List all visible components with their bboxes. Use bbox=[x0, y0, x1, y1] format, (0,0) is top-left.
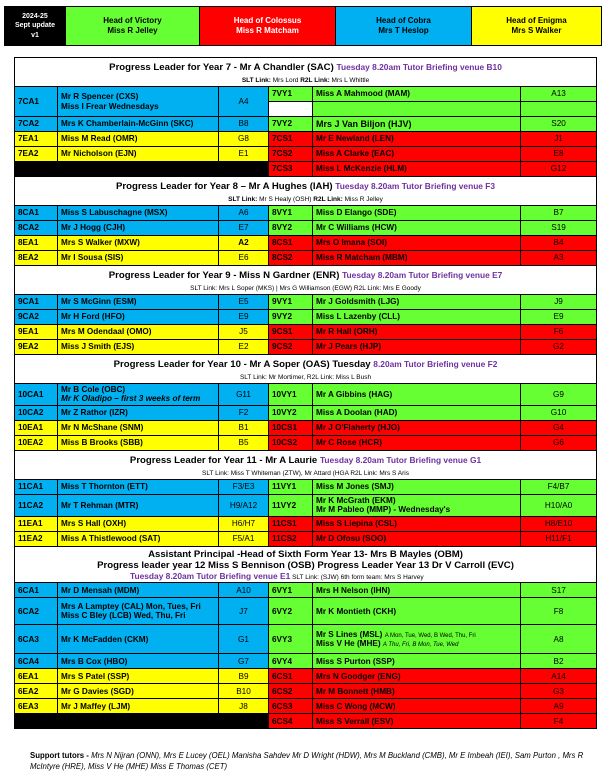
tutor-name: Mr C Williams (HCW) bbox=[313, 221, 521, 236]
room: E6 bbox=[219, 251, 269, 266]
year7-title: Progress Leader for Year 7 - Mr A Chandler (SAC) bbox=[109, 62, 334, 74]
room: B9 bbox=[219, 669, 269, 684]
year7-briefing: Tuesday 8.20am Tutor Briefing venue B10 bbox=[336, 62, 502, 73]
support-tutors-footer bbox=[30, 750, 590, 773]
table-row bbox=[15, 654, 597, 669]
form-code: 7VY1 bbox=[269, 87, 313, 102]
tutor-name: Miss M Jones (SMJ) bbox=[313, 479, 521, 494]
form-code: 6CS1 bbox=[269, 669, 313, 684]
tutor-name: Mrs S Walker (MXW) bbox=[58, 236, 219, 251]
form-code: 11VY1 bbox=[269, 479, 313, 494]
update-label: Sept update bbox=[14, 22, 56, 30]
form-code: 8CA2 bbox=[15, 221, 58, 236]
room: E5 bbox=[219, 295, 269, 310]
support-tutors-list: Mrs N Nijran (ONN), Mrs E Lucey (OEL) Manisha Sahdev Mr D Wright (HDW), Mrs M Buckland (CMB), Mr E Imbeah (IEI), Sam Purton , Mrs R McIntyre (HRE), Miss V He (MHE) Miss E Thomas (CET) bbox=[30, 751, 584, 772]
tutor-name: Mr Z Rathor (IZR) bbox=[58, 405, 219, 420]
tutor-name: Mr H Ford (HFO) bbox=[58, 310, 219, 325]
tutor-name: Mr D Mensah (MDM) bbox=[58, 583, 219, 598]
house-colossus: Head of Colossus Miss R Matcham bbox=[200, 7, 336, 45]
tutor-name: Miss T Thornton (ETT) bbox=[58, 479, 219, 494]
room: A2 bbox=[219, 236, 269, 251]
form-code: 9VY2 bbox=[269, 310, 313, 325]
tutor-name: Mr G Davies (SGD) bbox=[58, 684, 219, 699]
year11-title-row bbox=[15, 450, 597, 469]
form-code: 6CA3 bbox=[15, 625, 58, 654]
tutor-name: Miss D Elango (SDE) bbox=[313, 206, 521, 221]
table-row bbox=[15, 236, 597, 251]
table-row bbox=[15, 494, 597, 516]
table-row bbox=[15, 699, 597, 714]
form-code: 6CS3 bbox=[269, 699, 313, 714]
year9-links-row: SLT Link: Mrs L Soper (MKS) | Mrs G Williamson (EGW) R2L Link: Mrs E Goody bbox=[15, 284, 597, 295]
tutor-name: Miss A Mahmood (MAM) bbox=[313, 87, 521, 102]
room: E9 bbox=[219, 310, 269, 325]
tutor-cell: Mr R Spencer (CXS) Miss I Frear Wednesdays bbox=[58, 87, 219, 117]
tutor-name: Mrs H Nelson (IHN) bbox=[313, 583, 521, 598]
room: E9 bbox=[521, 310, 597, 325]
form-code: 6EA3 bbox=[15, 699, 58, 714]
room: B7 bbox=[521, 206, 597, 221]
version-label: v1 bbox=[31, 31, 39, 39]
table-row bbox=[15, 583, 597, 598]
form-code: 9CA2 bbox=[15, 310, 58, 325]
room: J1 bbox=[521, 132, 597, 147]
tutor-name: Mrs K Chamberlain-McGinn (SKC) bbox=[58, 117, 219, 132]
house-header bbox=[4, 6, 602, 46]
year-label: 2024-25 bbox=[22, 13, 48, 21]
tutor-name: Miss S Labuschagne (MSX) bbox=[58, 206, 219, 221]
room: E8 bbox=[521, 147, 597, 162]
year9-title: Progress Leader for Year 9 - Miss N Gardner (ENR) bbox=[108, 270, 340, 282]
tutor-name: Mr E Newland (LEN) bbox=[313, 132, 521, 147]
tutor-name: Miss S Verrall (ESV) bbox=[313, 714, 521, 729]
form-code: 7VY2 bbox=[269, 117, 313, 132]
form-code: 11CA2 bbox=[15, 494, 58, 516]
year10-title: Progress Leader for Year 10 - Mr A Soper (OAS) Tuesday bbox=[113, 359, 371, 371]
tutor-name: Mrs S Patel (SSP) bbox=[58, 669, 219, 684]
tutor-name: Mr K Montieth (CKH) bbox=[313, 598, 521, 625]
form-code: 8VY2 bbox=[269, 221, 313, 236]
form-code: 9VY1 bbox=[269, 295, 313, 310]
tutor-cell: Mr K McGrath (EKM) Mr M Pableo (MMP) - Wednesday's bbox=[313, 494, 521, 516]
form-code: 10CS2 bbox=[269, 435, 313, 450]
form-code: 8EA2 bbox=[15, 251, 58, 266]
form-code: 6CS4 bbox=[269, 714, 313, 729]
year8-links-row: SLT Link: Mr S Healy (OSH) R2L Link: Miss R Jelley bbox=[15, 195, 597, 206]
room: E2 bbox=[219, 340, 269, 355]
form-code: 11CA1 bbox=[15, 479, 58, 494]
form-code: 9EA1 bbox=[15, 325, 58, 340]
tutor-name: Mr C Rose (HCR) bbox=[313, 435, 521, 450]
tutor-name: Mr J Goldsmith (LJG) bbox=[313, 295, 521, 310]
form-code: 11CS2 bbox=[269, 531, 313, 546]
form-code: 7EA1 bbox=[15, 132, 58, 147]
year9-briefing: Tuesday 8.20am Tutor Briefing venue E7 bbox=[342, 270, 503, 281]
tutor-name: Mrs B Cox (HBO) bbox=[58, 654, 219, 669]
tutor-name: Miss S Liepina (CSL) bbox=[313, 516, 521, 531]
form-code: 10EA2 bbox=[15, 435, 58, 450]
tutor-cell: Mrs A Lamptey (CAL) Mon, Tues, Fri Miss C Bley (LCB) Wed, Thu, Fri bbox=[58, 598, 219, 625]
tutor-name: Mrs J Van Biljon (HJV) bbox=[313, 117, 521, 132]
room: E1 bbox=[219, 147, 269, 162]
sixth-head: Assistant Principal -Head of Sixth Form Year 13- Mrs B Mayles (OBM) bbox=[148, 548, 463, 560]
form-code: 10CA2 bbox=[15, 405, 58, 420]
form-code: 7EA2 bbox=[15, 147, 58, 162]
form-code: 6EA2 bbox=[15, 684, 58, 699]
support-tutors-label: Support tutors - bbox=[30, 751, 89, 760]
form-code: 11EA2 bbox=[15, 531, 58, 546]
house-victory: Head of Victory Miss R Jelley bbox=[66, 7, 200, 45]
table-row bbox=[15, 221, 597, 236]
tutor-name: Miss A Clarke (EAC) bbox=[313, 147, 521, 162]
form-code: 8CA1 bbox=[15, 206, 58, 221]
tutor-name: Mr D Ofosu (SOO) bbox=[313, 531, 521, 546]
tutor-name: Mr S McGinn (ESM) bbox=[58, 295, 219, 310]
room: G11 bbox=[219, 384, 269, 406]
tutor-cell: Mr B Cole (OBC) Mr K Oladipo – first 3 weeks of term bbox=[58, 384, 219, 406]
room: G1 bbox=[219, 625, 269, 654]
table-row bbox=[15, 405, 597, 420]
form-code: 9EA2 bbox=[15, 340, 58, 355]
tutor-name: Mrs O Imana (SOI) bbox=[313, 236, 521, 251]
form-code: 10VY1 bbox=[269, 384, 313, 406]
form-code: 6CA1 bbox=[15, 583, 58, 598]
table-row bbox=[15, 251, 597, 266]
tutor-name: Miss M Read (OMR) bbox=[58, 132, 219, 147]
tutor-name: Mr T Rehman (MTR) bbox=[58, 494, 219, 516]
tutor-name: Miss A Thistlewood (SAT) bbox=[58, 531, 219, 546]
tutor-name: Mrs S Hall (OXH) bbox=[58, 516, 219, 531]
table-row bbox=[15, 598, 597, 625]
year11-title: Progress Leader for Year 11 - Mr A Laurie bbox=[129, 455, 318, 467]
table-row bbox=[15, 147, 597, 162]
tutor-name: Mrs N Goodger (ENG) bbox=[313, 669, 521, 684]
form-code: 6CS2 bbox=[269, 684, 313, 699]
room: H9/A12 bbox=[219, 494, 269, 516]
tutor-name: Mr J Hogg (CJH) bbox=[58, 221, 219, 236]
year9-title-row bbox=[15, 266, 597, 285]
table-row bbox=[15, 117, 597, 132]
tutor-table bbox=[14, 57, 597, 729]
form-code: 6VY1 bbox=[269, 583, 313, 598]
room: S19 bbox=[521, 221, 597, 236]
form-code: 7CA2 bbox=[15, 117, 58, 132]
tutor-name: Mr J Maffey (LJM) bbox=[58, 699, 219, 714]
table-row bbox=[15, 684, 597, 699]
room: H6/H7 bbox=[219, 516, 269, 531]
form-code: 10EA1 bbox=[15, 420, 58, 435]
room: H8/E10 bbox=[521, 516, 597, 531]
room: F4 bbox=[521, 714, 597, 729]
tutor-name: Mr K McFadden (CKM) bbox=[58, 625, 219, 654]
form-code: 6CA4 bbox=[15, 654, 58, 669]
room: F5/A1 bbox=[219, 531, 269, 546]
form-code: 6VY4 bbox=[269, 654, 313, 669]
tutor-name: Mr A Gibbins (HAG) bbox=[313, 384, 521, 406]
year7-title-row bbox=[15, 58, 597, 77]
room: A9 bbox=[521, 699, 597, 714]
room: J7 bbox=[219, 598, 269, 625]
year11-links-row: SLT Link: Miss T Whiteman (ZTW), Mr Attard (HGA R2L Link: Mrs S Aris bbox=[15, 469, 597, 480]
tutor-name: Mr J O'Flaherty (HJO) bbox=[313, 420, 521, 435]
form-code: 9CS1 bbox=[269, 325, 313, 340]
table-row bbox=[15, 516, 597, 531]
table-row bbox=[15, 325, 597, 340]
form-code: 8VY1 bbox=[269, 206, 313, 221]
room: J8 bbox=[219, 699, 269, 714]
form-code: 11VY2 bbox=[269, 494, 313, 516]
house-cobra: Head of Cobra Mrs T Heslop bbox=[336, 7, 472, 45]
room: B10 bbox=[219, 684, 269, 699]
room: F4/B7 bbox=[521, 479, 597, 494]
year7-links-row: SLT Link: Mrs Lord R2L Link: Mrs L Whittle bbox=[15, 76, 597, 87]
form-code: 11CS1 bbox=[269, 516, 313, 531]
tutor-name: Mrs M Odendaal (OMO) bbox=[58, 325, 219, 340]
table-row bbox=[15, 295, 597, 310]
tutor-name: Miss C Wong (MCW) bbox=[313, 699, 521, 714]
tutor-name: Mr I Sousa (SIS) bbox=[58, 251, 219, 266]
sixth-briefing: Tuesday 8.20am Tutor Briefing venue E1 bbox=[130, 570, 291, 581]
table-row bbox=[15, 479, 597, 494]
tutor-name: Miss L McKenzie (HLM) bbox=[313, 162, 521, 177]
room: F8 bbox=[521, 598, 597, 625]
form-code: 6EA1 bbox=[15, 669, 58, 684]
room: A14 bbox=[521, 669, 597, 684]
room: G4 bbox=[521, 420, 597, 435]
table-row bbox=[15, 435, 597, 450]
house-enigma: Head of Enigma Mrs S Walker bbox=[472, 7, 601, 45]
form-code: 9CS2 bbox=[269, 340, 313, 355]
form-code: 8CS2 bbox=[269, 251, 313, 266]
table-row bbox=[15, 206, 597, 221]
tutor-name: Miss J Smith (EJS) bbox=[58, 340, 219, 355]
tutor-name: Mr Nicholson (EJN) bbox=[58, 147, 219, 162]
form-code: 8CS1 bbox=[269, 236, 313, 251]
room: J9 bbox=[521, 295, 597, 310]
tutor-name: Miss R Matcham (MBM) bbox=[313, 251, 521, 266]
version-cell bbox=[5, 7, 66, 45]
room: B8 bbox=[219, 117, 269, 132]
form-code: 10CA1 bbox=[15, 384, 58, 406]
room: A4 bbox=[219, 87, 269, 117]
sixth-leaders: Progress leader year 12 Miss S Bennison (OSB) Progress Leader Year 13 Dr V Carroll (EVC) bbox=[97, 559, 514, 571]
room: G12 bbox=[521, 162, 597, 177]
tutor-cell: Mr S Lines (MSL) A Mon, Tue, Wed, B Wed, Thu, Fri Miss V He (MHE) A Thu, Fri, B Mon, Tue, Wed bbox=[313, 625, 521, 654]
room: J5 bbox=[219, 325, 269, 340]
room: G7 bbox=[219, 654, 269, 669]
form-code: 7CS1 bbox=[269, 132, 313, 147]
table-row bbox=[15, 162, 597, 177]
tutor-name: Miss L Lazenby (CLL) bbox=[313, 310, 521, 325]
year10-links-row: SLT Link: Mr Mortimer, R2L Link: Miss L Bush bbox=[15, 373, 597, 384]
room: F6 bbox=[521, 325, 597, 340]
room: S20 bbox=[521, 117, 597, 132]
table-row bbox=[15, 132, 597, 147]
form-code: 10CS1 bbox=[269, 420, 313, 435]
form-code: 6VY3 bbox=[269, 625, 313, 654]
room: H11/F1 bbox=[521, 531, 597, 546]
table-row bbox=[15, 420, 597, 435]
room: A6 bbox=[219, 206, 269, 221]
form-code: 6VY2 bbox=[269, 598, 313, 625]
form-code: 10VY2 bbox=[269, 405, 313, 420]
room: S17 bbox=[521, 583, 597, 598]
year8-title: Progress Leader for Year 8 – Mr A Hughes (IAH) bbox=[115, 181, 333, 193]
year10-title-row bbox=[15, 355, 597, 374]
room: G3 bbox=[521, 684, 597, 699]
tutor-name: Mr R Hall (ORH) bbox=[313, 325, 521, 340]
form-code: 6CA2 bbox=[15, 598, 58, 625]
room: F3/E3 bbox=[219, 479, 269, 494]
year10-briefing: 8.20am Tutor Briefing venue F2 bbox=[373, 359, 498, 370]
form-code: 7CA1 bbox=[15, 87, 58, 117]
table-row bbox=[15, 625, 597, 654]
table-row bbox=[15, 669, 597, 684]
table-row bbox=[15, 87, 597, 102]
table-row bbox=[15, 310, 597, 325]
tutor-name: Miss A Doolan (HAD) bbox=[313, 405, 521, 420]
year8-briefing: Tuesday 8.20am Tutor Briefing venue F3 bbox=[335, 181, 496, 192]
room: B1 bbox=[219, 420, 269, 435]
form-code: 8EA1 bbox=[15, 236, 58, 251]
room: H10/A0 bbox=[521, 494, 597, 516]
room: B5 bbox=[219, 435, 269, 450]
room: G2 bbox=[521, 340, 597, 355]
room: G6 bbox=[521, 435, 597, 450]
form-code: 11EA1 bbox=[15, 516, 58, 531]
room: E7 bbox=[219, 221, 269, 236]
room: G10 bbox=[521, 405, 597, 420]
room: A13 bbox=[521, 87, 597, 102]
year8-title-row bbox=[15, 177, 597, 196]
room: A8 bbox=[521, 625, 597, 654]
tutor-name: Mr N McShane (SNM) bbox=[58, 420, 219, 435]
tutor-name: Miss B Brooks (SBB) bbox=[58, 435, 219, 450]
form-code: 7CS2 bbox=[269, 147, 313, 162]
sixth-links-row: Tuesday 8.20am Tutor Briefing venue E1 SLT Link: (SJW) 6th form team: Mrs S Harvey bbox=[15, 572, 597, 583]
table-row bbox=[15, 714, 597, 729]
tutor-name: Mr J Pears (HJP) bbox=[313, 340, 521, 355]
form-code: 9CA1 bbox=[15, 295, 58, 310]
table-row bbox=[15, 384, 597, 406]
sixth-title-row bbox=[15, 546, 597, 572]
room: F2 bbox=[219, 405, 269, 420]
room: G9 bbox=[521, 384, 597, 406]
room: A3 bbox=[521, 251, 597, 266]
year11-briefing: Tuesday 8.20am Tutor Briefing venue G1 bbox=[319, 455, 482, 466]
tutor-name: Miss S Purton (SSP) bbox=[313, 654, 521, 669]
table-row bbox=[15, 531, 597, 546]
table-row bbox=[15, 340, 597, 355]
room: G8 bbox=[219, 132, 269, 147]
room: B2 bbox=[521, 654, 597, 669]
room: B4 bbox=[521, 236, 597, 251]
tutor-name: Mr M Bonnett (HMB) bbox=[313, 684, 521, 699]
room: A10 bbox=[219, 583, 269, 598]
form-code: 7CS3 bbox=[269, 162, 313, 177]
